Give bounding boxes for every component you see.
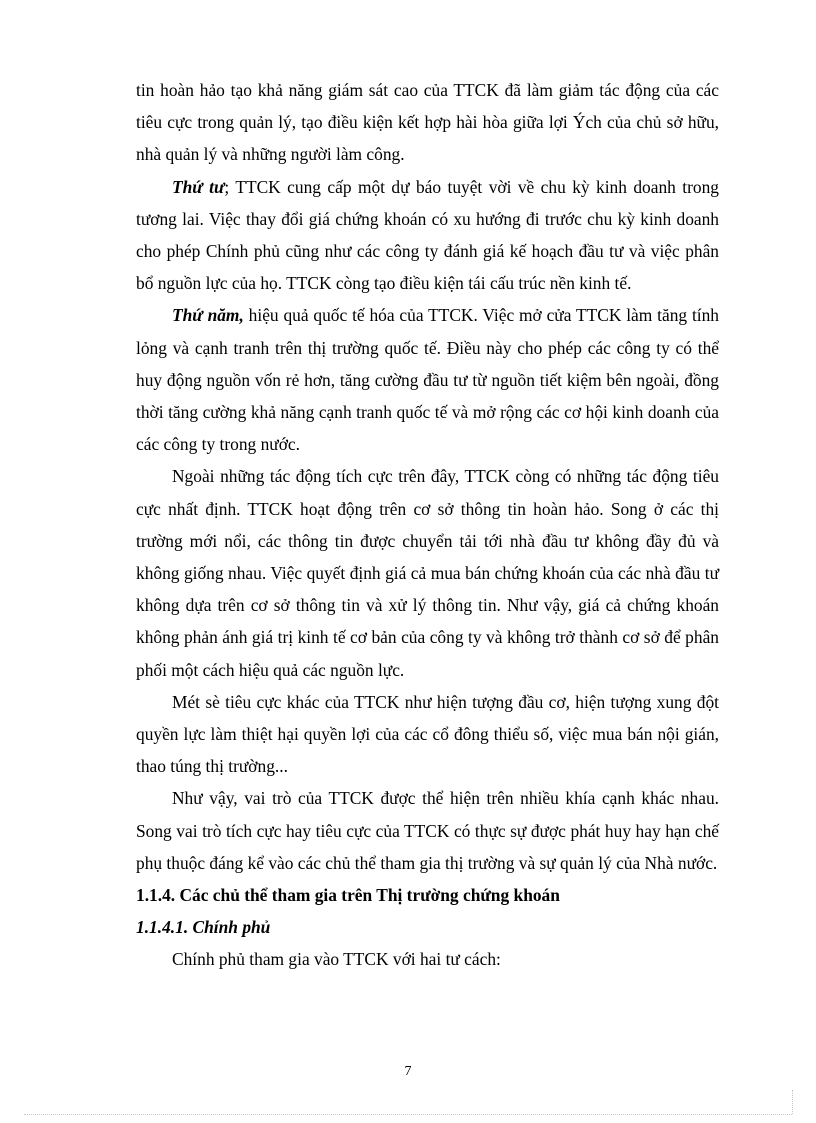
page-bottom-border <box>24 1114 792 1115</box>
paragraph-text: Như vậy, vai trò của TTCK được thể hiện trên nhiều khía cạnh khác nhau. Song vai trò tích cực hay tiêu cực của TTCK có thực sự được phát huy hay hạn chế phụ thuộc đáng kể vào các chủ thể tham gia thị trường và sự quản lý của Nhà nước. <box>136 788 719 873</box>
paragraph-text: ; TTCK cung cấp một dự báo tuyệt vời về chu kỳ kinh doanh trong tương lai. Việc thay đổi giá chứng khoán có xu hướng đi trước chu kỳ kinh doanh cho phép Chính phủ cũng như các công ty đánh giá kế hoạch đầu tư và việc phân bổ nguồn lực của họ. TTCK còng tạo điều kiện tái cấu trúc nền kinh tế. <box>136 176 719 294</box>
paragraph-thu-tu <box>136 171 719 300</box>
paragraph-negative-impacts <box>136 460 719 685</box>
subsection-heading: 1.1.4.1. Chính phủ <box>136 917 271 938</box>
page-number: 7 <box>404 1064 412 1079</box>
paragraph-government: Chính phủ tham gia vào TTCK với hai tư cách: <box>172 949 501 970</box>
section-heading: 1.1.4. Các chủ thể tham gia trên Thị trường chứng khoán <box>136 885 560 906</box>
paragraph-thu-nam <box>136 299 719 460</box>
paragraph-text: hiệu quả quốc tế hóa của TTCK. Việc mở cửa TTCK làm tăng tính lỏng và cạnh tranh trên thị trường quốc tế. Điều này cho phép các công ty có thể huy động nguồn vốn rẻ hơn, tăng cường đầu tư từ nguồn tiết kiệm bên ngoài, đồng thời tăng cường khả năng cạnh tranh quốc tế và mở rộng các cơ hội kinh doanh của các công ty trong nước. <box>136 305 719 455</box>
page-corner-border <box>792 1090 793 1114</box>
paragraph-conclusion <box>136 782 719 879</box>
paragraph-continuation <box>136 74 719 171</box>
paragraph-text: Ngoài những tác động tích cực trên đây, TTCK còng có những tác động tiêu cực nhất định. TTCK hoạt động trên cơ sở thông tin hoàn hảo. Song ở các thị trường mới nổi, các thông tin được chuyển tải tới nhà đầu tư không đầy đủ và không giống nhau. Việc quyết định giá cả mua bán chứng khoán của các nhà đầu tư không dựa trên cơ sở thông tin và xử lý thông tin. Như vậy, giá cả chứng khoán không phản ánh giá trị kinh tế cơ bản của công ty và không trở thành cơ sở để phân phối một cách hiệu quả các nguồn lực. <box>136 466 719 680</box>
paragraph-text: tin hoàn hảo tạo khả năng giám sát cao của TTCK đã làm giảm tác động của các tiêu cực trong quản lý, tạo điều kiện kết hợp hài hòa giữa lợi Ých của chủ sở hữu, nhà quản lý và những người làm công. <box>136 80 719 165</box>
body-text <box>136 74 719 976</box>
paragraph-other-negatives <box>136 686 719 783</box>
paragraph-text: Mét sè tiêu cực khác của TTCK như hiện tượng đầu cơ, hiện tượng xung đột quyền lực làm thiệt hại quyền lợi của các cổ đông thiểu số, việc mua bán nội gián, thao túng thị trường... <box>136 691 719 777</box>
paragraph-lead: Thứ tư <box>172 176 225 197</box>
paragraph-lead: Thứ năm, <box>172 305 244 326</box>
